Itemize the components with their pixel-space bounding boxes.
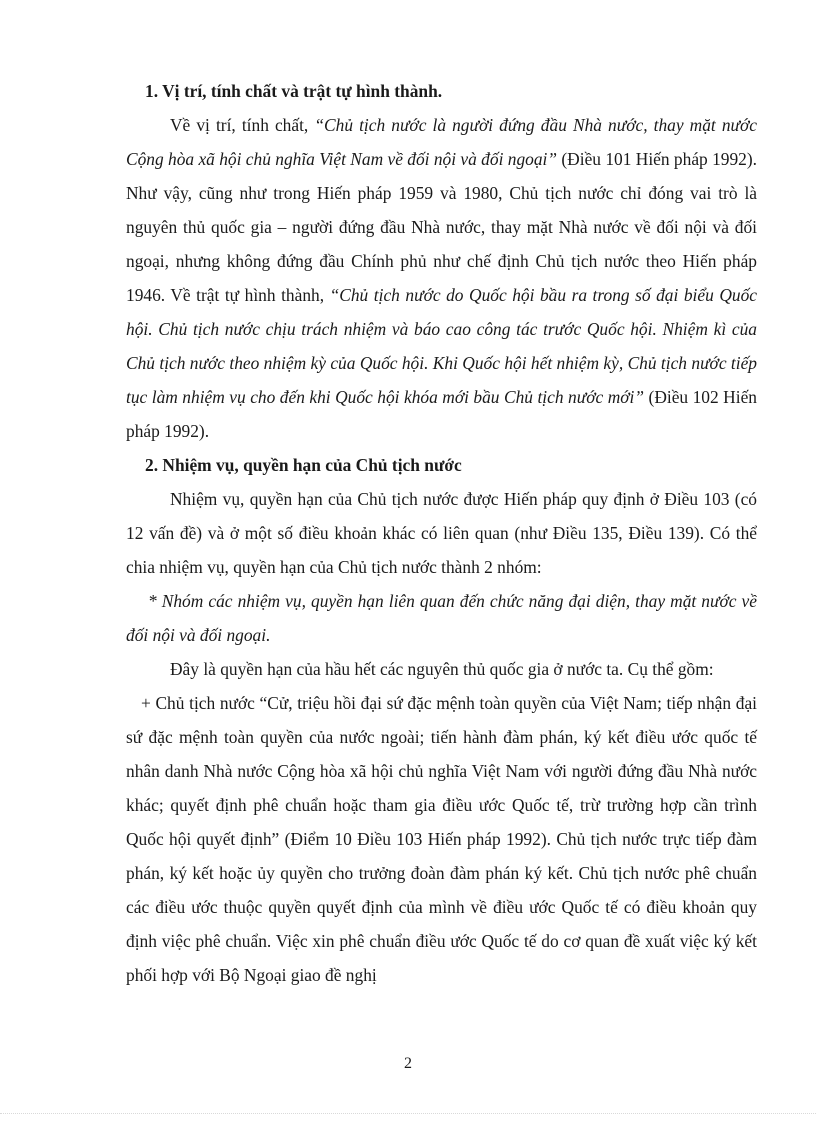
page-number: 2 [404,1055,412,1072]
page-bottom-edge [0,1113,816,1114]
section-2-heading: 2. Nhiệm vụ, quyền hạn của Chủ tịch nước [145,455,462,475]
page-content [126,74,757,992]
section-2-paragraph-3: + Chủ tịch nước “Cử, triệu hồi đại sứ đặc mệnh toàn quyền của Việt Nam; tiếp nhận đại sứ đặc mệnh toàn quyền của nước ngoài; tiến hành đàm phán, ký kết điều ước quốc tế nhân danh Nhà nước Cộng hòa xã hội chủ nghĩa Việt Nam với người đứng đầu Nhà nước khác; quyết định phê chuẩn hoặc tham gia điều ước Quốc tế, trừ trường hợp cần trình Quốc hội quyết định” (Điểm 10 Điều 103 Hiến pháp 1992). Chủ tịch nước trực tiếp đàm phán, ký kết hoặc ủy quyền cho trưởng đoàn đàm phán ký kết. Chủ tịch nước phê chuẩn các điều ước thuộc quyền quyết định của mình về điều ước Quốc tế có điều khoản quy định việc phê chuẩn. Việc xin phê chuẩn điều ước Quốc tế do cơ quan đề xuất việc ký kết phối hợp với Bộ Ngoại giao đề nghị [126,693,757,985]
section-1-heading: 1. Vị trí, tính chất và trật tự hình thành. [145,81,443,101]
section-2-intro-paragraph: Nhiệm vụ, quyền hạn của Chủ tịch nước được Hiến pháp quy định ở Điều 103 (có 12 vấn đề) và ở một số điều khoản khác có liên quan (như Điều 135, Điều 139). Có thể chia nhiệm vụ, quyền hạn của Chủ tịch nước thành 2 nhóm: [126,489,757,577]
quote-article-102: “Chủ tịch nước do Quốc hội bầu ra trong số đại biểu Quốc hội. Chủ tịch nước chịu trách nhiệm và báo cao công tác trước Quốc hội. Nhiệm kì của Chủ tịch nước theo nhiệm kỳ của Quốc hội. Khi Quốc hội hết nhiệm kỳ, Chủ tịch nước tiếp tục làm nhiệm vụ cho đến khi Quốc hội khóa mới bầu Chủ tịch nước mới” [126,285,757,407]
paragraph-lead: Về vị trí, tính chất, [170,115,315,135]
section-2-paragraph-2: Đây là quyền hạn của hầu hết các nguyên thủ quốc gia ở nước ta. Cụ thể gồm: [170,659,714,679]
paragraph-middle: (Điều 101 Hiến pháp 1992). Như vậy, cũng như trong Hiến pháp 1959 và 1980, Chủ tịch nước chỉ đóng vai trò là nguyên thủ quốc gia – người đứng đầu Nhà nước, thay mặt Nhà nước về đối nội và đối ngoại, nhưng không đứng đầu Chính phủ như chế định Chủ tịch nước theo Hiến pháp 1946. Về trật tự hình thành, [126,149,758,305]
group-1-text: * Nhóm các nhiệm vụ, quyền hạn liên quan đến chức năng đại diện, thay mặt nước về đối nội và đối ngoại. [126,591,757,645]
paragraph-tail: (Điều 102 Hiến pháp 1992). [126,387,757,441]
group-1-heading [126,584,757,652]
section-1-paragraph [126,108,757,448]
quote-article-101: “Chủ tịch nước là người đứng đầu Nhà nước, thay mặt nước Cộng hòa xã hội chủ nghĩa Việt Nam về đối nội và đối ngoại” [126,115,757,169]
